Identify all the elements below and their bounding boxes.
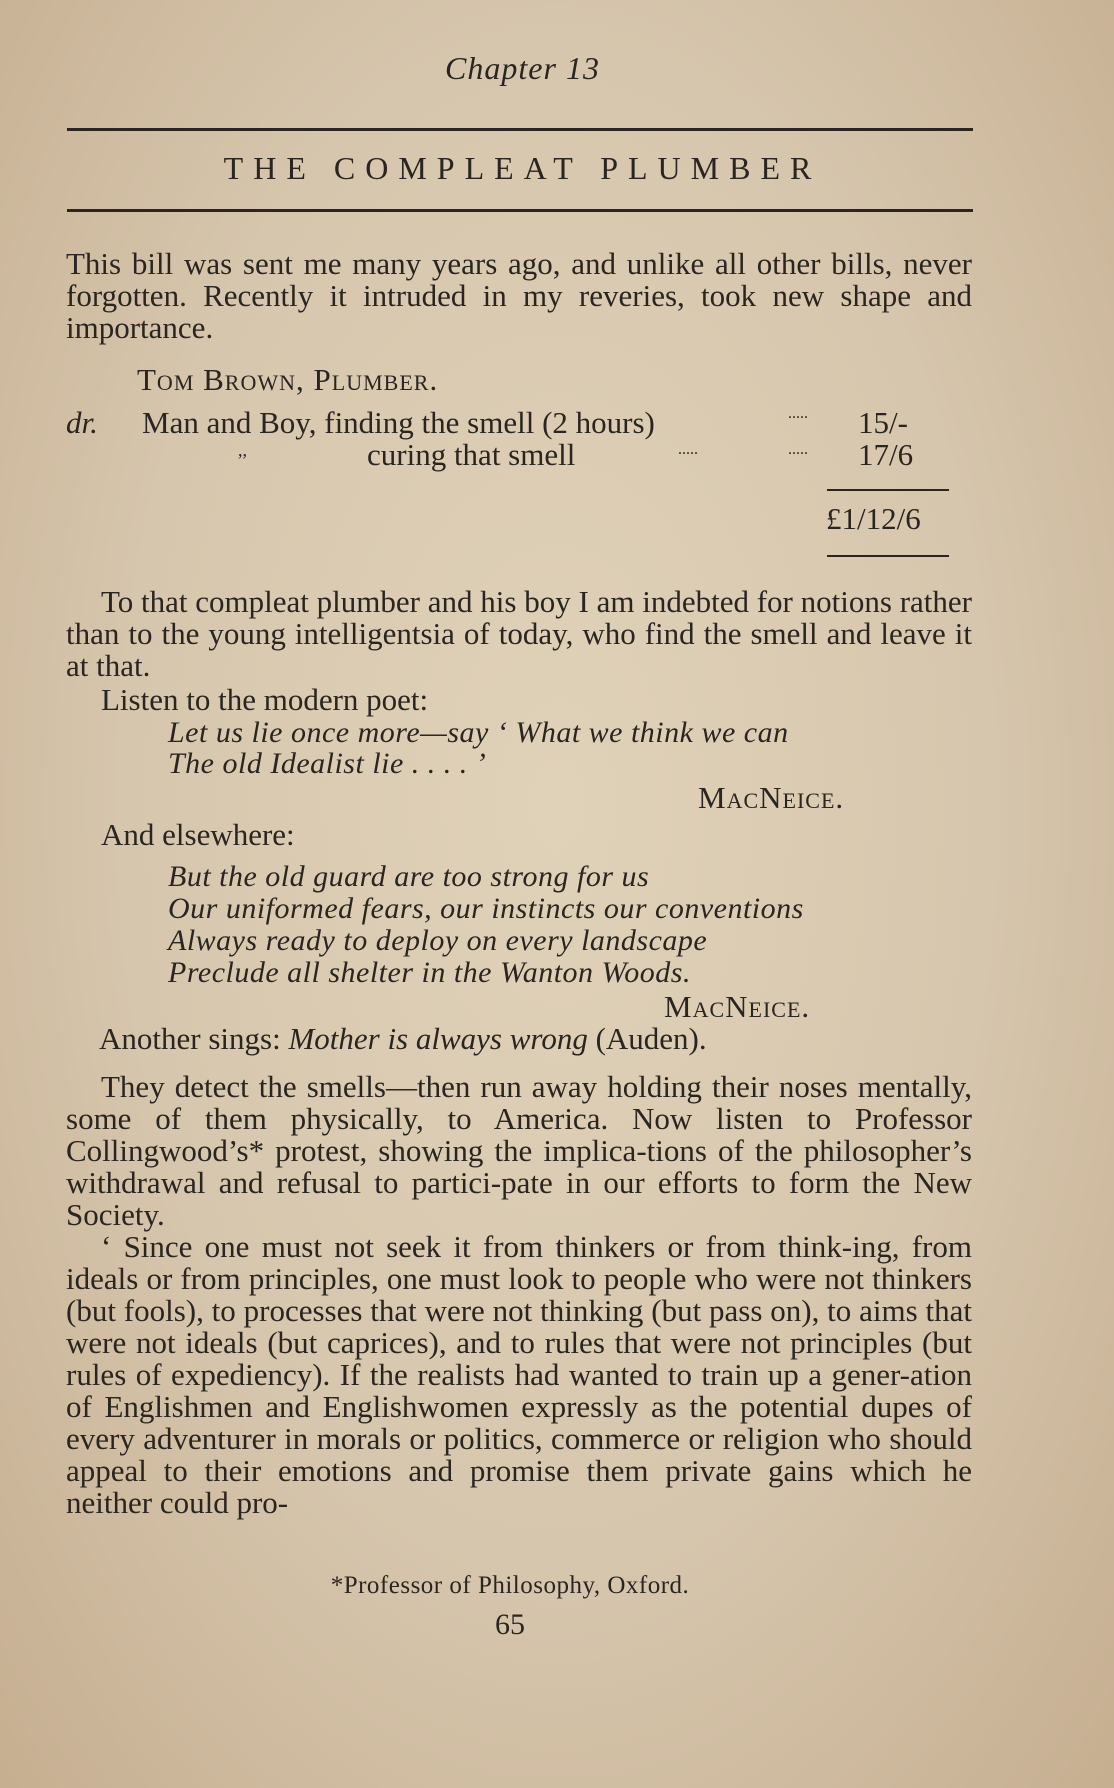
verse-1-line-2: The old Idealist lie . . . . ’	[168, 747, 487, 780]
top-rule	[67, 128, 973, 131]
verse-2-line-1: But the old guard are too strong for us	[168, 860, 650, 893]
verse-2-line-4: Preclude all shelter in the Wanton Woods.	[168, 956, 691, 989]
bill-item-1: Man and Boy, finding the smell (2 hours)	[142, 405, 655, 440]
paragraph-detect-smells: They detect the smells—then run away holding their noses mentally, some of them physically, to America. Now listen to Professor Collingwood’s* protest, showing the implica-tions of the philosopher’s withdrawal and refusal to partici-pate in our efforts to form the New Society.	[66, 1069, 972, 1232]
bottom-rule	[67, 209, 973, 212]
intro-paragraph: This bill was sent me many years ago, and unlike all other bills, never forgotten. Recently it intruded in my reveries, took new shape and importance.	[66, 246, 972, 345]
chapter-title: THE COMPLEAT PLUMBER	[223, 150, 822, 186]
bill-heading: Tom Brown, Plumber.	[137, 362, 439, 397]
bill-total: £1/12/6	[826, 501, 921, 536]
elsewhere-line: And elsewhere:	[101, 817, 295, 852]
sum-rule-top	[827, 489, 949, 491]
paragraph-compleat-plumber: To that compleat plumber and his boy I am indebted for notions rather than to the young intelligentsia of today, who find the smell and leave it at that.	[66, 584, 972, 683]
bill-item-1-leader: .....	[788, 405, 808, 422]
another-sings-lead: Another sings:	[99, 1021, 289, 1056]
sum-rule-bottom	[827, 555, 949, 557]
bill-dr-label: dr.	[66, 405, 98, 440]
bill-item-2: curing that smell	[367, 437, 576, 472]
bill-item-2-amount: 17/6	[858, 437, 914, 472]
chapter-heading: Chapter 13	[445, 50, 600, 86]
ditto-mark: ,,	[238, 440, 247, 460]
verse-1-line-1: Let us lie once more—say ‘ What we think we can	[168, 716, 789, 749]
auden-quote: Mother is always wrong	[288, 1021, 588, 1056]
verse-2-line-3: Always ready to deploy on every landscape	[168, 924, 708, 957]
listen-line: Listen to the modern poet:	[101, 682, 429, 717]
paragraph-collingwood-quote: ‘ Since one must not seek it from thinkers or from think-ing, from ideals or from principles, one must look to people who were not thinkers (but fools), to processes that were not thinking (but pass on), to aims that were not ideals (but caprices), and to rules that were not principles (but rules of expediency). If the realists had wanted to train up a gener-ation of Englishmen and Englishwomen expressly as the potential dupes of every adventurer in morals or politics, commerce or religion who should appeal to their emotions and promise them private gains which he neither could pro-	[66, 1229, 972, 1520]
another-sings-tail: (Auden).	[587, 1021, 707, 1056]
bill-item-1-amount: 15/-	[858, 405, 908, 440]
bill-item-2-leader-1: .....	[678, 441, 698, 458]
verse-1-attribution: MacNeice.	[698, 780, 845, 815]
another-sings-line	[99, 1021, 707, 1057]
footnote: *Professor of Philosophy, Oxford.	[330, 1572, 690, 1599]
bill-item-2-leader-2: .....	[788, 441, 808, 458]
verse-2-line-2: Our uniformed fears, our instincts our conventions	[168, 892, 804, 925]
verse-2-attribution: MacNeice.	[664, 989, 811, 1024]
page-number: 65	[495, 1608, 525, 1641]
